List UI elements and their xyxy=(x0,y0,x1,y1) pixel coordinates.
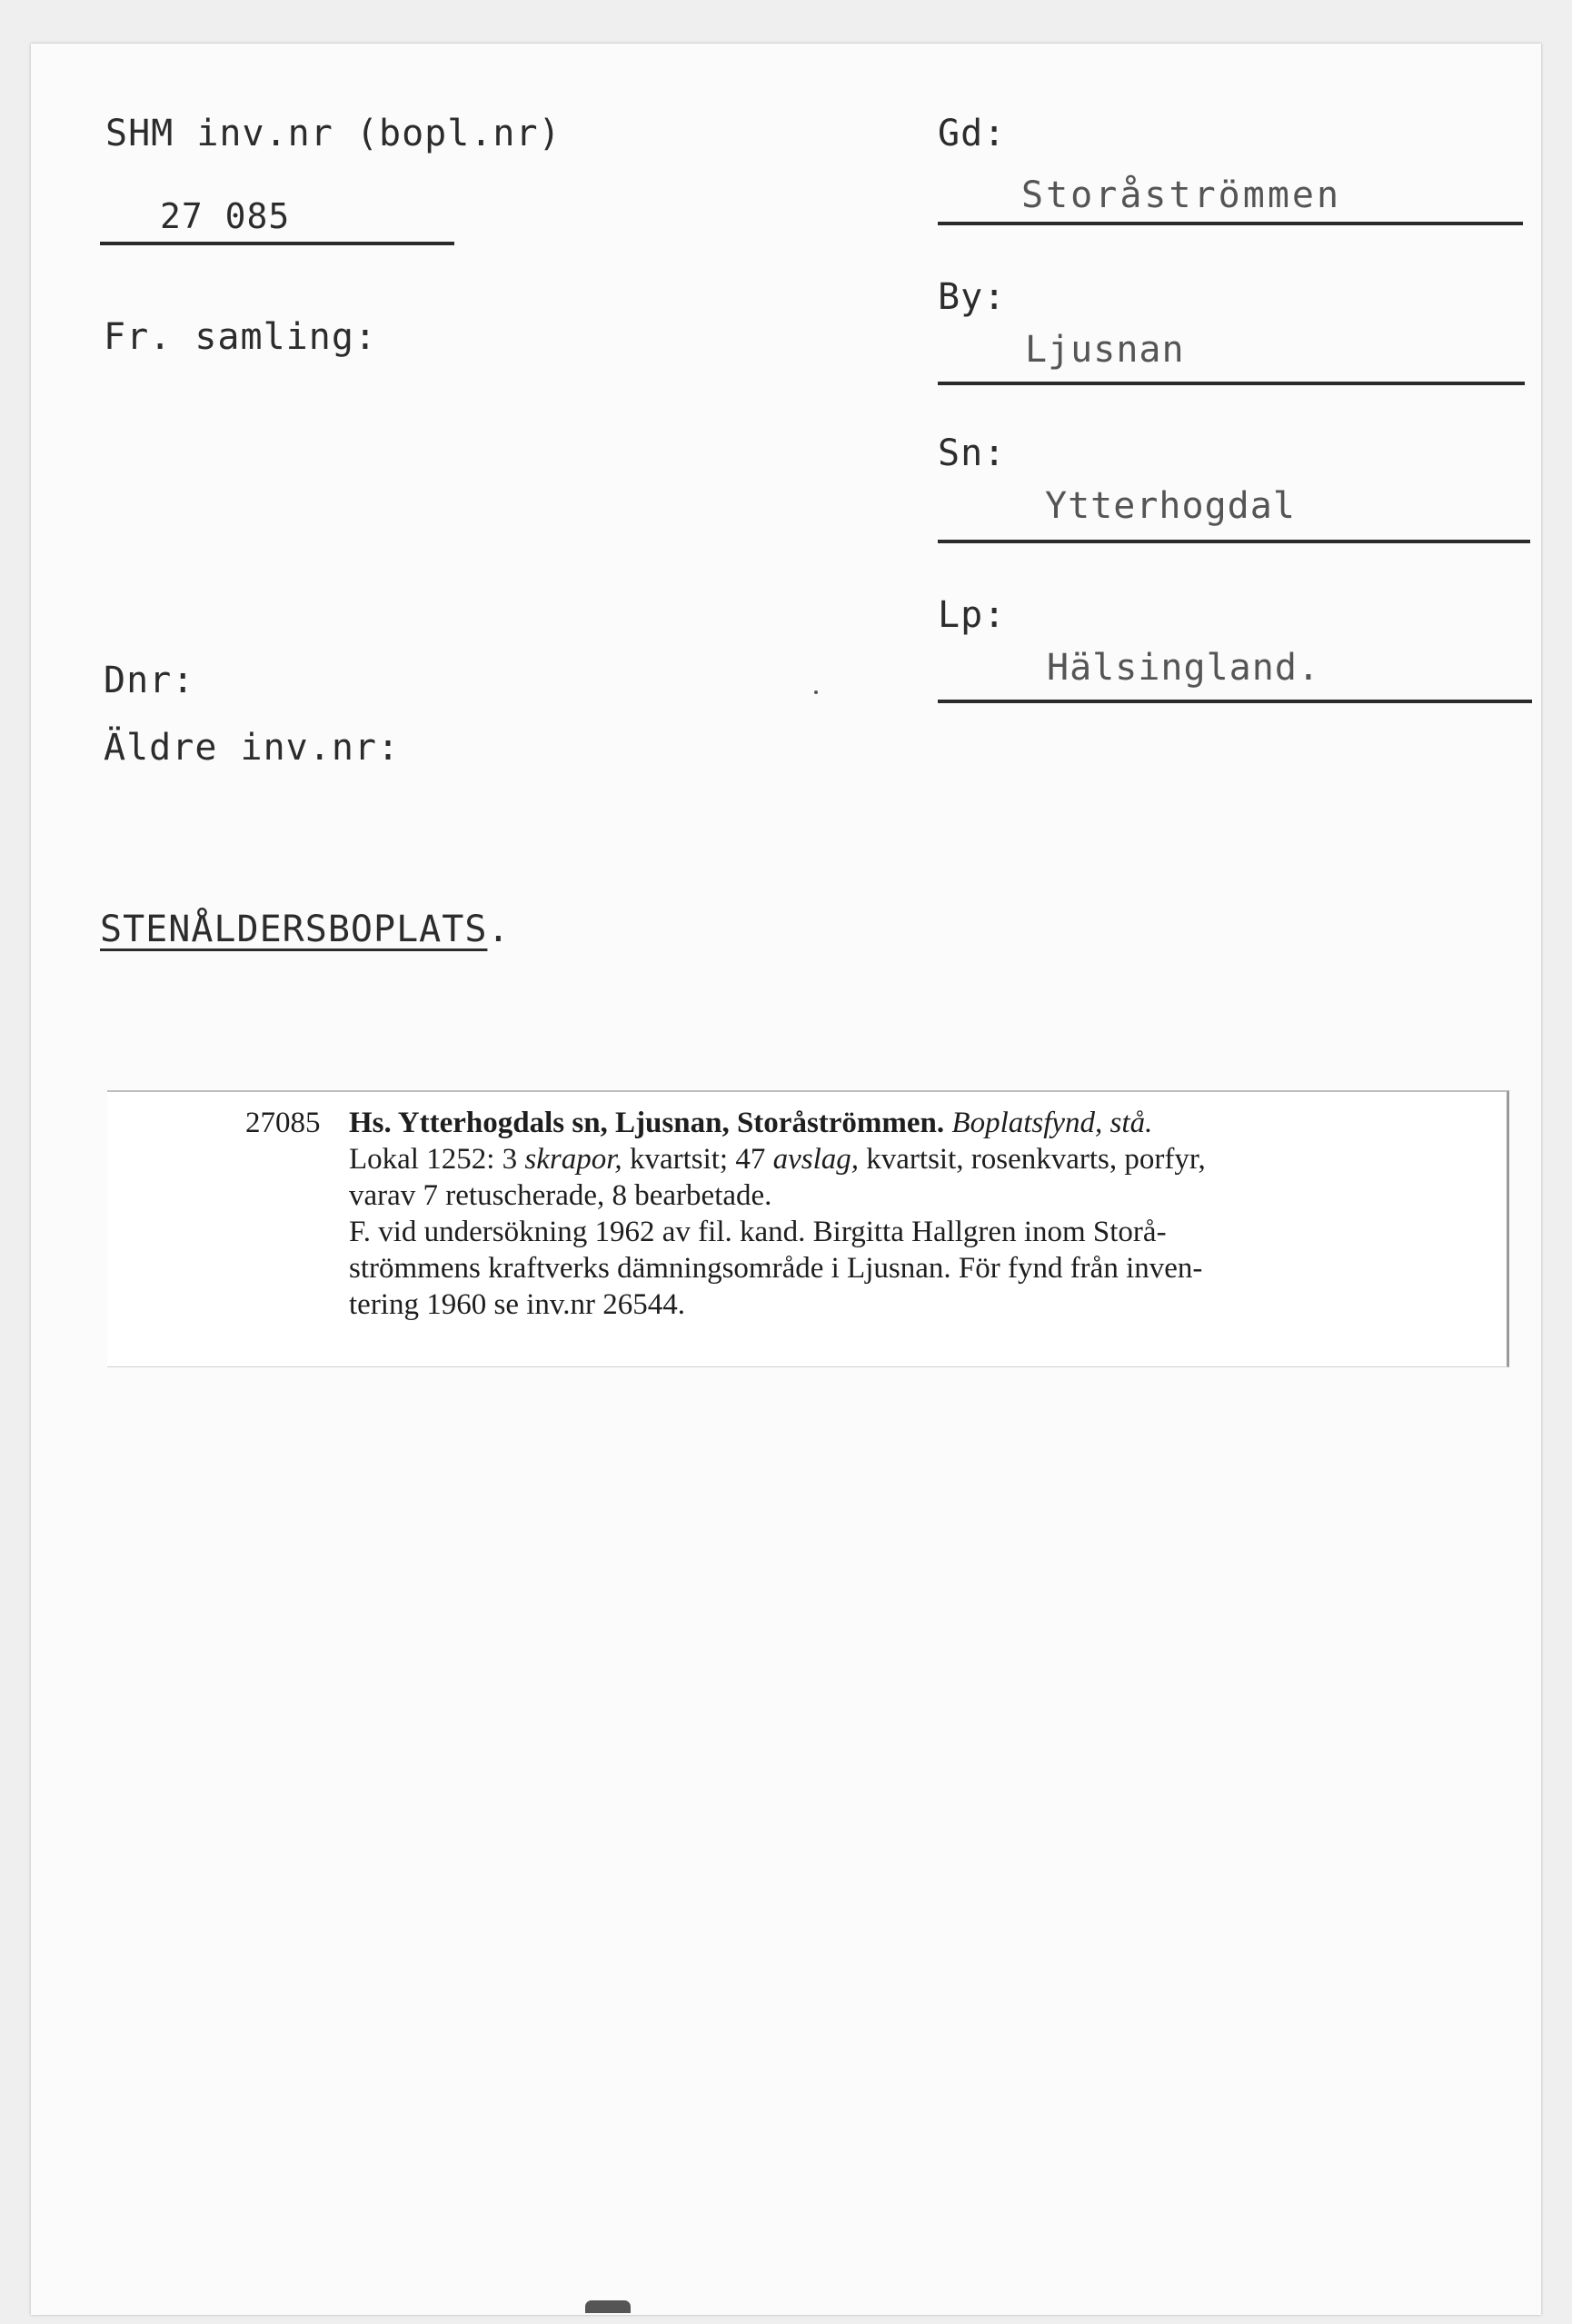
pasted-catalog-slip xyxy=(107,1090,1509,1367)
by-label: By: xyxy=(938,276,1007,318)
slip-line-2c: kvartsit; 47 xyxy=(622,1143,773,1176)
catalog-card xyxy=(31,44,1541,2315)
gd-label: Gd: xyxy=(938,113,1007,154)
site-heading-period: . xyxy=(487,909,511,950)
inventory-number: 27 085 xyxy=(160,196,291,236)
slip-line-6: tering 1960 se inv.nr 26544. xyxy=(349,1288,685,1321)
inventory-label: SHM inv.nr (bopl.nr) xyxy=(105,113,562,154)
lp-label: Lp: xyxy=(938,594,1007,636)
lp-value: Hälsingland. xyxy=(1047,647,1320,689)
gd-rule xyxy=(938,222,1523,225)
slip-line-2e: kvartsit, rosenkvarts, porfyr, xyxy=(859,1143,1206,1176)
aldre-inv-label: Äldre inv.nr: xyxy=(104,727,401,769)
ink-dot xyxy=(814,690,818,694)
slip-line-4: F. vid undersökning 1962 av fil. kand. Birgitta Hallgren inom Storå- xyxy=(349,1216,1167,1248)
slip-line-2d: avslag, xyxy=(772,1143,860,1176)
slip-line-5: strömmens kraftverks dämningsområde i Ljusnan. För fynd från inven- xyxy=(349,1252,1203,1285)
sn-value: Ytterhogdal xyxy=(1045,485,1296,527)
inventory-number-rule xyxy=(100,242,454,245)
slip-line-2b: skrapor, xyxy=(524,1143,622,1176)
slip-line-1 xyxy=(245,1105,1481,1141)
sn-label: Sn: xyxy=(938,432,1007,474)
by-rule xyxy=(938,382,1525,385)
slip-line-2 xyxy=(245,1141,1481,1177)
lp-rule xyxy=(938,700,1532,703)
gd-value: Storåströmmen xyxy=(1021,174,1342,216)
dnr-label: Dnr: xyxy=(104,660,195,701)
slip-find-type: Boplatsfynd, stå. xyxy=(951,1107,1153,1139)
slip-number: 27085 xyxy=(245,1107,321,1139)
sn-rule xyxy=(938,540,1530,543)
slip-line-3: varav 7 retuscherade, 8 bearbetade. xyxy=(349,1179,772,1212)
bottom-edge-stain xyxy=(585,2300,631,2313)
site-heading-text: STENÅLDERSBOPLATS xyxy=(100,909,488,950)
slip-line-2a: Lokal 1252: 3 xyxy=(349,1143,525,1176)
slip-title: Hs. Ytterhogdals sn, Ljusnan, Storåströmmen. xyxy=(349,1107,945,1139)
slip-text xyxy=(245,1105,1481,1323)
fr-samling-label: Fr. samling: xyxy=(104,316,377,358)
by-value: Ljusnan xyxy=(1025,329,1185,371)
site-heading xyxy=(100,909,511,950)
